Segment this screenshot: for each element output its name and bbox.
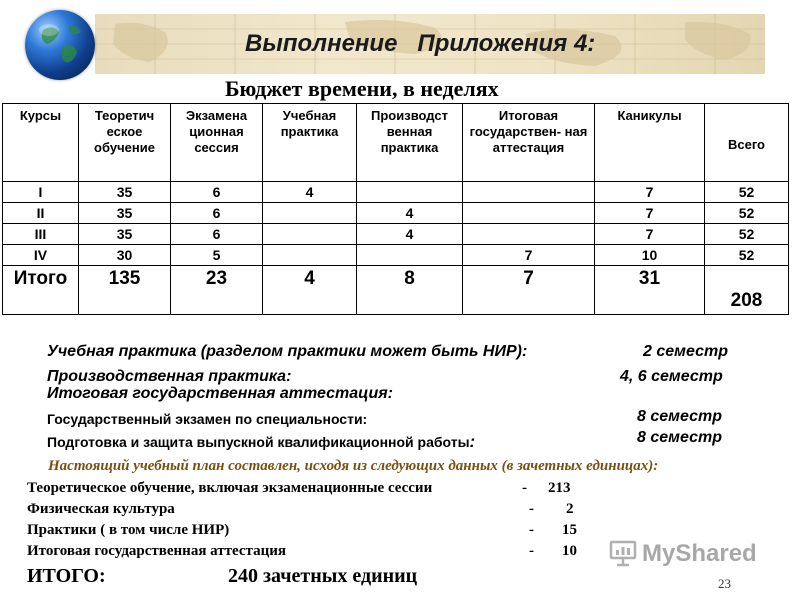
study-practice-note: Учебная практика (разделом практики может быть НИР): xyxy=(47,343,528,360)
summary-item-value: 15 xyxy=(562,522,577,538)
table-cell: 5 xyxy=(171,245,263,266)
table-cell: 35 xyxy=(79,182,171,203)
state-exam-note: Государственный экзамен по специальности: xyxy=(47,411,368,427)
credits-total-value: 240 зачетных единиц xyxy=(228,565,418,587)
table-cell xyxy=(357,245,463,266)
total-cell: 135 xyxy=(79,266,171,315)
total-cell: 4 xyxy=(263,266,357,315)
study-practice-semester: 2 семестр xyxy=(643,343,728,360)
summary-item-label: Итоговая государственная аттестация xyxy=(27,543,286,559)
summary-item-dash: - xyxy=(522,480,527,496)
table-cell xyxy=(263,203,357,224)
header-courses: Курсы xyxy=(3,104,79,182)
final-attestation-note: Итоговая государственная аттестация: xyxy=(47,385,393,402)
header-exam-session: Экзамена ционная сессия xyxy=(171,104,263,182)
production-practice-semester: 4, 6 семестр xyxy=(620,368,723,385)
table-cell: 35 xyxy=(79,224,171,245)
table-cell xyxy=(263,245,357,266)
watermark-logo: MyShared xyxy=(642,540,757,567)
total-cell: 8 xyxy=(357,266,463,315)
total-cell: Итого xyxy=(3,266,79,315)
credits-total-label: ИТОГО: xyxy=(27,565,106,587)
summary-item-value: 2 xyxy=(566,501,574,517)
table-cell xyxy=(463,203,595,224)
header-study-practice: Учебная практика xyxy=(263,104,357,182)
globe-icon xyxy=(25,10,95,80)
header-production-practice: Производст венная практика xyxy=(357,104,463,182)
budget-subtitle: Бюджет времени, в неделях xyxy=(225,76,499,101)
table-cell xyxy=(463,182,595,203)
table-cell: 6 xyxy=(171,182,263,203)
table-cell: I xyxy=(3,182,79,203)
summary-item-dash: - xyxy=(529,501,534,517)
table-row xyxy=(3,182,789,203)
presentation-icon xyxy=(608,538,638,568)
table-cell: 7 xyxy=(595,182,705,203)
table-cell: 7 xyxy=(595,224,705,245)
table-cell: 52 xyxy=(705,245,789,266)
table-cell xyxy=(463,224,595,245)
page-title: Выполнение Приложения 4: xyxy=(245,30,596,57)
table-cell: II xyxy=(3,203,79,224)
summary-item-label: Физическая культура xyxy=(27,501,175,517)
header-theory: Теоретич еское обучение xyxy=(79,104,171,182)
summary-item-dash: - xyxy=(529,543,534,559)
table-row xyxy=(3,203,789,224)
header-final-attestation: Итоговая государствен- ная аттестация xyxy=(463,104,595,182)
table-cell: 4 xyxy=(263,182,357,203)
total-cell: 23 xyxy=(171,266,263,315)
header-vacation: Каникулы xyxy=(595,104,705,182)
header-total: Всего xyxy=(705,104,789,182)
thesis-semester: 8 семестр xyxy=(637,429,722,446)
budget-table xyxy=(2,103,789,315)
curriculum-intro: Настоящий учебный план составлен, исходя из следующих данных (в зачетных единицах): xyxy=(48,458,659,474)
table-cell: 7 xyxy=(463,245,595,266)
table-cell: 10 xyxy=(595,245,705,266)
table-cell: 52 xyxy=(705,224,789,245)
summary-item-value: 213 xyxy=(548,480,571,496)
table-cell xyxy=(263,224,357,245)
state-exam-semester: 8 семестр xyxy=(637,408,722,425)
table-cell: 6 xyxy=(171,203,263,224)
table-cell: III xyxy=(3,224,79,245)
table-cell: 35 xyxy=(79,203,171,224)
table-cell: 6 xyxy=(171,224,263,245)
summary-item-label: Практики ( в том числе НИР) xyxy=(27,522,230,538)
summary-item-label: Теоретическое обучение, включая экзаменационные сессии xyxy=(27,480,433,496)
table-total-row xyxy=(3,266,789,315)
table-cell xyxy=(357,182,463,203)
thesis-note xyxy=(47,432,475,452)
title-banner xyxy=(95,14,765,74)
table-cell: IV xyxy=(3,245,79,266)
table-cell: 30 xyxy=(79,245,171,266)
thesis-note-text: Подготовка и защита выпускной квалификационной работы xyxy=(47,434,470,450)
table-cell: 4 xyxy=(357,203,463,224)
production-practice-note: Производственная практика: xyxy=(47,368,292,385)
table-cell: 4 xyxy=(357,224,463,245)
table-cell: 52 xyxy=(705,203,789,224)
total-cell: 31 xyxy=(595,266,705,315)
summary-item-dash: - xyxy=(529,522,534,538)
page-number: 23 xyxy=(718,576,731,591)
table-cell: 7 xyxy=(595,203,705,224)
thesis-note-colon: : xyxy=(469,432,476,451)
grand-total-cell: 208 xyxy=(705,266,789,315)
table-row xyxy=(3,224,789,245)
table-row xyxy=(3,245,789,266)
table-cell: 52 xyxy=(705,182,789,203)
table-header-row xyxy=(3,104,789,182)
total-cell: 7 xyxy=(463,266,595,315)
summary-item-value: 10 xyxy=(562,543,577,559)
